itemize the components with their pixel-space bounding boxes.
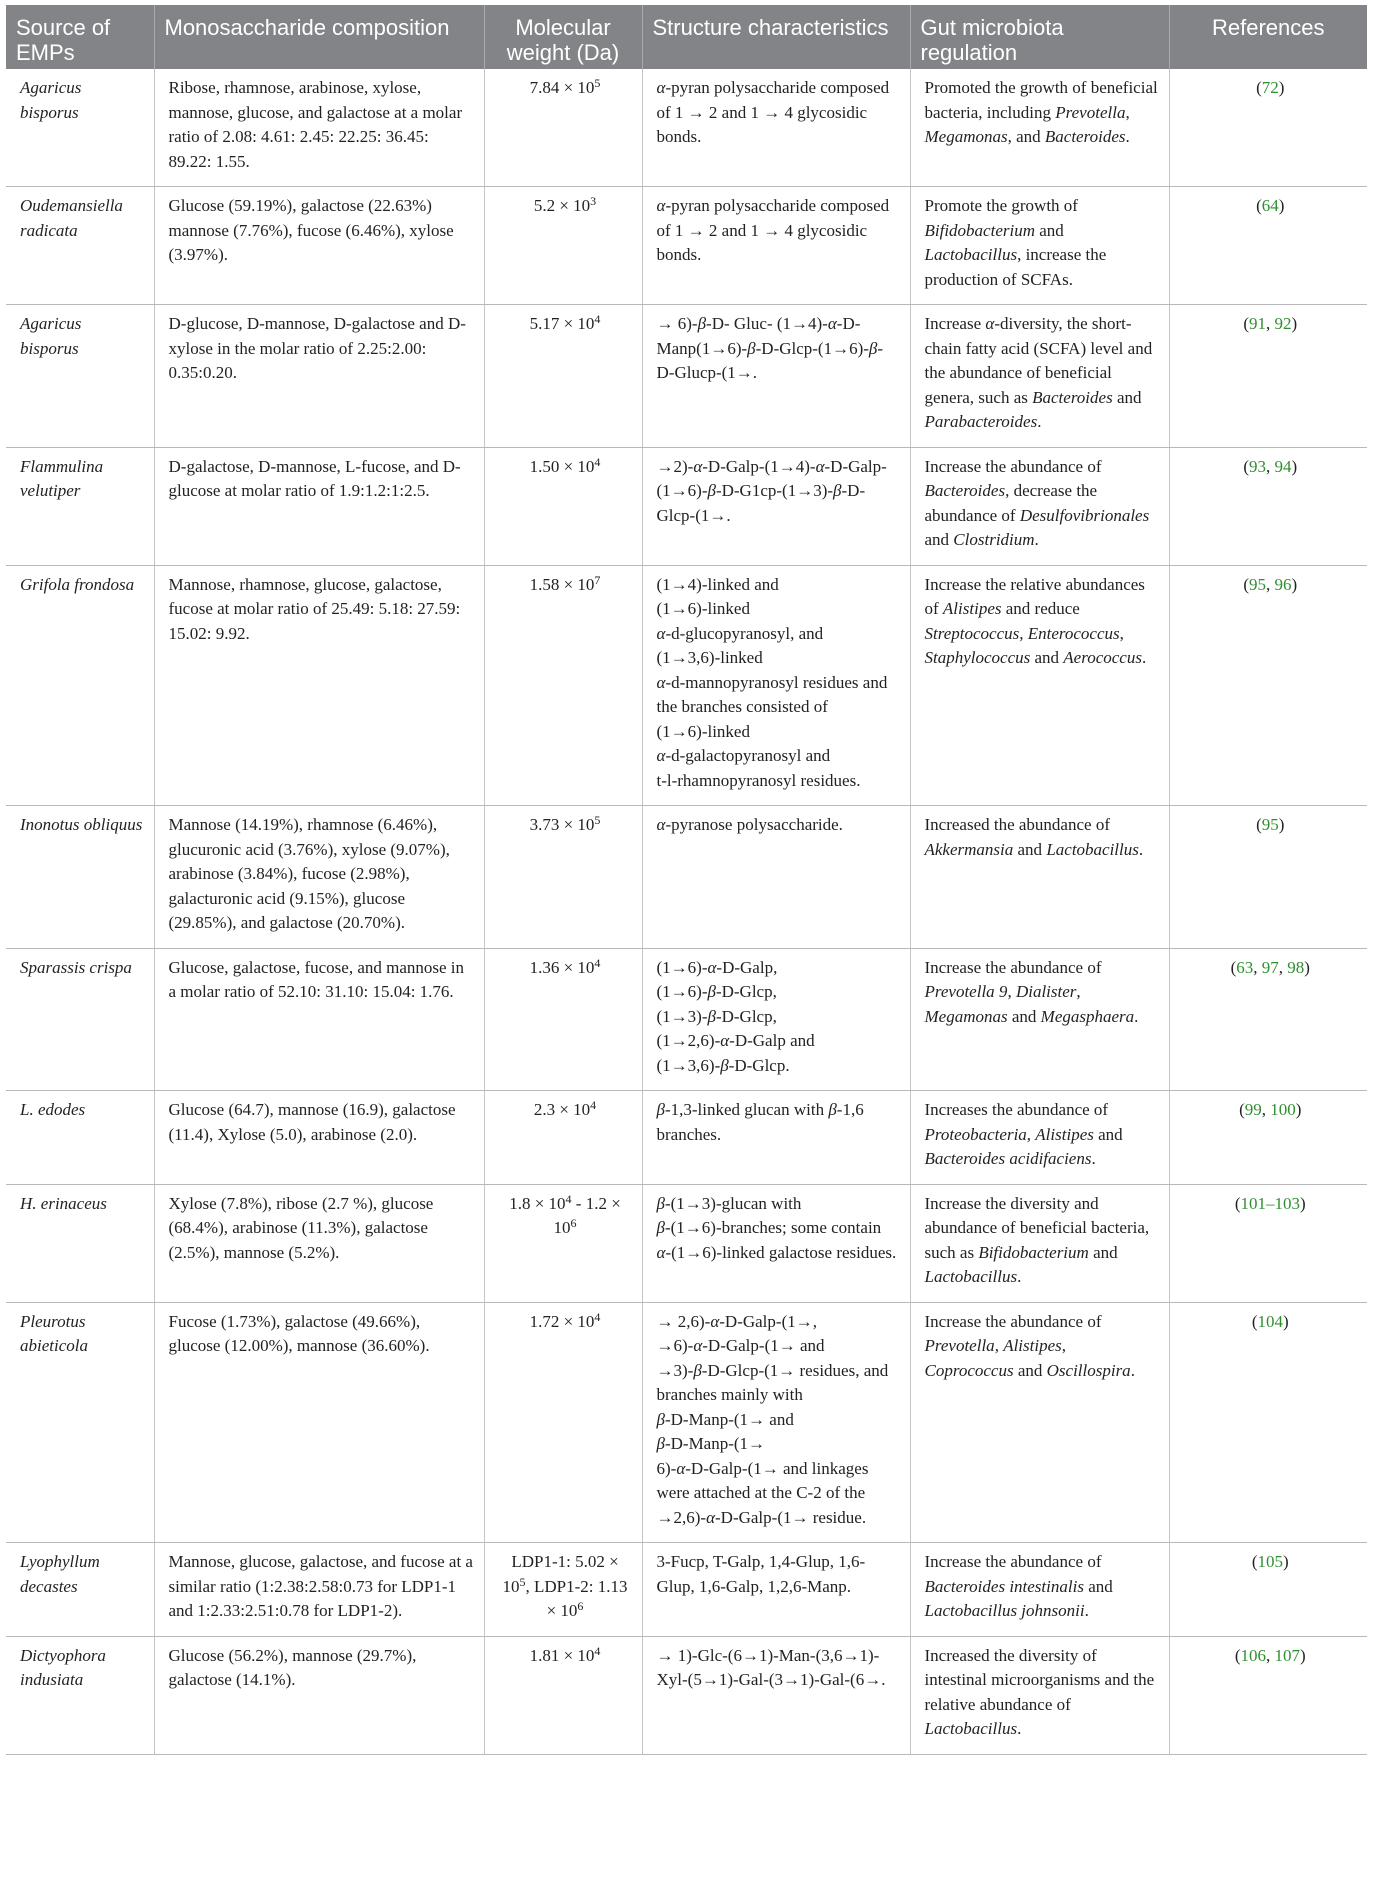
structure-cell: 3-Fucp, T-Galp, 1,4-Glup, 1,6-Glup, 1,6-Galp, 1,2,6-Manp. [642, 1543, 910, 1637]
references-cell: (106, 107) [1169, 1636, 1367, 1754]
structure-cell: → 1)-Glc-(6→1)-Man-(3,6→1)-Xyl-(5→1)-Gal-(3→1)-Gal-(6→. [642, 1636, 910, 1754]
reference-link[interactable]: 95 [1261, 815, 1279, 834]
reference-link[interactable]: 63 [1236, 957, 1254, 977]
molecular-weight-cell: $5.2 \times 10^3$ [484, 187, 642, 305]
structure-cell: β-(1→3)-glucan with β-(1→6)-branches; some contain α-(1→6)-linked galactose residues. [642, 1184, 910, 1302]
gut-regulation-cell: Increased the abundance of Akkermansia and Lactobacillus. [910, 806, 1169, 949]
references-cell: (105) [1169, 1543, 1367, 1637]
references-cell: (93, 94) [1169, 447, 1367, 565]
monosaccharide-cell: Mannose, rhamnose, glucose, galactose, fucose at molar ratio of 25.49: 5.18: 27.59: 15.02: 9.92. [154, 565, 484, 806]
table-row [6, 806, 1367, 949]
source-cell: L. edodes [6, 1091, 154, 1185]
table-body [6, 69, 1367, 1754]
gut-regulation-cell: Increases the abundance of Proteobacteria, Alistipes and Bacteroides acidifaciens. [910, 1091, 1169, 1185]
source-cell: Agaricus bisporus [6, 305, 154, 448]
monosaccharide-cell: Glucose (59.19%), galactose (22.63%) mannose (7.76%), fucose (6.46%), xylose (3.97%). [154, 187, 484, 305]
source-cell: Inonotus obliquus [6, 806, 154, 949]
gut-regulation-cell: Increased the diversity of intestinal microorganisms and the relative abundance of Lactobacillus. [910, 1636, 1169, 1754]
molecular-weight-cell: $3.73 \times 10^5$ [484, 806, 642, 949]
molecular-weight-cell: $1.8 \times 10^4 - 1.2 \times 10^6$ [484, 1184, 642, 1302]
header-references: References [1169, 5, 1367, 69]
gut-regulation-cell: Increase α-diversity, the short-chain fatty acid (SCFA) level and the abundance of beneficial genera, such as Bacteroides and Parabacteroides. [910, 305, 1169, 448]
reference-link[interactable]: 64 [1261, 196, 1279, 215]
source-cell: Pleurotus abieticola [6, 1302, 154, 1543]
reference-link[interactable]: 72 [1261, 78, 1279, 97]
reference-link[interactable]: 92 [1274, 314, 1292, 333]
source-cell: Lyophyllum decastes [6, 1543, 154, 1637]
references-cell: (72) [1169, 69, 1367, 187]
monosaccharide-cell: Ribose, rhamnose, arabinose, xylose, mannose, glucose, and galactose at a molar ratio of 2.08: 4.61: 2.45: 22.25: 36.45: 89.22: 1.55. [154, 69, 484, 187]
gut-regulation-cell: Promote the growth of Bifidobacterium and Lactobacillus, increase the production of SCFAs. [910, 187, 1169, 305]
structure-cell: → 2,6)-α-D-Galp-(1→, →6)-α-D-Galp-(1→ and →3)-β-D-Glcp-(1→ residues, and branches mainly with β-D-Manp-(1→ and β-D-Manp-(1→ 6)-α-D-Galp-(1→ and linkages were attached at the C-2 of the →2,6)-α-D-Galp-(1→ residue. [642, 1302, 910, 1543]
table-row [6, 1543, 1367, 1637]
reference-link[interactable]: 104 [1257, 1311, 1283, 1331]
table-row [6, 565, 1367, 806]
references-cell: (64) [1169, 187, 1367, 305]
gut-regulation-cell: Increase the abundance of Prevotella, Alistipes, Coprococcus and Oscillospira. [910, 1302, 1169, 1543]
table-row [6, 948, 1367, 1091]
monosaccharide-cell: Mannose (14.19%), rhamnose (6.46%), glucuronic acid (3.76%), xylose (9.07%), arabinose (3.84%), fucose (2.98%), galacturonic acid (9.15%), glucose (29.85%), and galactose (20.70%). [154, 806, 484, 949]
monosaccharide-cell: Fucose (1.73%), galactose (49.66%), glucose (12.00%), mannose (36.60%). [154, 1302, 484, 1543]
molecular-weight-cell: $1.72 \times 10^4$ [484, 1302, 642, 1543]
structure-cell: α-pyran polysaccharide composed of 1 → 2 and 1 → 4 glycosidic bonds. [642, 69, 910, 187]
source-cell: Oudemansiella radicata [6, 187, 154, 305]
molecular-weight-cell: $1.50 \times 10^4$ [484, 447, 642, 565]
header-molecular-weight: Molecular weight (Da) [484, 5, 642, 69]
structure-cell: → 6)-β-D- Gluc- (1→4)-α-D-Manp(1→6)-β-D-Glcp-(1→6)-β-D-Glucp-(1→. [642, 305, 910, 448]
monosaccharide-cell: D-glucose, D-mannose, D-galactose and D-xylose in the molar ratio of 2.25:2.00: 0.35:0.20. [154, 305, 484, 448]
table-row [6, 187, 1367, 305]
reference-link[interactable]: 99 [1244, 1100, 1262, 1119]
source-cell: Flammulina velutiper [6, 447, 154, 565]
monosaccharide-cell: Mannose, glucose, galactose, and fucose at a similar ratio (1:2.38:2.58:0.73 for LDP1-1 and 1:2.33:2.51:0.78 for LDP1-2). [154, 1543, 484, 1637]
molecular-weight-cell: $1.81 \times 10^4$ [484, 1636, 642, 1754]
reference-link[interactable]: 97 [1261, 957, 1279, 977]
emp-table [6, 5, 1367, 1755]
references-cell: (95) [1169, 806, 1367, 949]
references-cell: (91, 92) [1169, 305, 1367, 448]
table-row [6, 1302, 1367, 1543]
header-row [6, 5, 1367, 69]
structure-cell: β-1,3-linked glucan with β-1,6 branches. [642, 1091, 910, 1185]
table-row [6, 1636, 1367, 1754]
table-row [6, 447, 1367, 565]
source-cell: Sparassis crispa [6, 948, 154, 1091]
molecular-weight-cell: $5.17 \times 10^4$ [484, 305, 642, 448]
references-cell: (99, 100) [1169, 1091, 1367, 1185]
reference-link[interactable]: 96 [1274, 574, 1292, 594]
reference-link[interactable]: 94 [1274, 456, 1292, 476]
reference-link[interactable]: 101–103 [1240, 1193, 1300, 1213]
table-row [6, 69, 1367, 187]
reference-link[interactable]: 106 [1240, 1645, 1266, 1665]
references-cell: (101–103) [1169, 1184, 1367, 1302]
molecular-weight-cell: LDP1-1: $5.02 \times 10^5$, LDP1-2: $1.13 \times 10^6$ [484, 1543, 642, 1637]
reference-link[interactable]: 93 [1249, 456, 1266, 476]
molecular-weight-cell: $7.84 \times 10^5$ [484, 69, 642, 187]
header-gut-regulation: Gut microbiota regulation [910, 5, 1169, 69]
source-cell: H. erinaceus [6, 1184, 154, 1302]
reference-link[interactable]: 98 [1287, 957, 1305, 977]
reference-link[interactable]: 105 [1257, 1552, 1283, 1571]
monosaccharide-cell: Glucose (56.2%), mannose (29.7%), galactose (14.1%). [154, 1636, 484, 1754]
table-row [6, 1184, 1367, 1302]
monosaccharide-cell: Xylose (7.8%), ribose (2.7 %), glucose (68.4%), arabinose (11.3%), galactose (2.5%), mannose (5.2%). [154, 1184, 484, 1302]
gut-regulation-cell: Increase the diversity and abundance of beneficial bacteria, such as Bifidobacterium and Lactobacillus. [910, 1184, 1169, 1302]
source-cell: Dictyophora indusiata [6, 1636, 154, 1754]
structure-cell: →2)-α-D-Galp-(1→4)-α-D-Galp-(1→6)-β-D-G1cp-(1→3)-β-D-Glcp-(1→. [642, 447, 910, 565]
gut-regulation-cell: Increase the abundance of Bacteroides intestinalis and Lactobacillus johnsonii. [910, 1543, 1169, 1637]
monosaccharide-cell: Glucose (64.7), mannose (16.9), galactose (11.4), Xylose (5.0), arabinose (2.0). [154, 1091, 484, 1185]
molecular-weight-cell: $1.58 \times 10^7$ [484, 565, 642, 806]
gut-regulation-cell: Promoted the growth of beneficial bacteria, including Prevotella, Megamonas, and Bacteroides. [910, 69, 1169, 187]
reference-link[interactable]: 91 [1249, 314, 1266, 333]
table-row [6, 1091, 1367, 1185]
gut-regulation-cell: Increase the relative abundances of Alistipes and reduce Streptococcus, Enterococcus, Staphylococcus and Aerococcus. [910, 565, 1169, 806]
references-cell: (104) [1169, 1302, 1367, 1543]
header-source: Source of EMPs [6, 5, 154, 69]
table-header [6, 5, 1367, 69]
molecular-weight-cell: $1.36 \times 10^4$ [484, 948, 642, 1091]
monosaccharide-cell: Glucose, galactose, fucose, and mannose in a molar ratio of 52.10: 31.10: 15.04: 1.76. [154, 948, 484, 1091]
monosaccharide-cell: D-galactose, D-mannose, L-fucose, and D-glucose at molar ratio of 1.9:1.2:1:2.5. [154, 447, 484, 565]
structure-cell: α-pyranose polysaccharide. [642, 806, 910, 949]
reference-link[interactable]: 100 [1270, 1100, 1296, 1119]
reference-link[interactable]: 95 [1249, 574, 1266, 594]
table-row [6, 305, 1367, 448]
structure-cell: (1→4)-linked and (1→6)-linked α-d-glucopyranosyl, and (1→3,6)-linked α-d-mannopyranosyl residues and the branches consisted of (1→6)-linked α-d-galactopyranosyl and t-l-rhamnopyranosyl residues. [642, 565, 910, 806]
header-monosaccharide: Monosaccharide composition [154, 5, 484, 69]
reference-link[interactable]: 107 [1274, 1645, 1300, 1665]
molecular-weight-cell: $2.3 \times 10^4$ [484, 1091, 642, 1185]
references-cell: (63, 97, 98) [1169, 948, 1367, 1091]
references-cell: (95, 96) [1169, 565, 1367, 806]
structure-cell: (1→6)-α-D-Galp, (1→6)-β-D-Glcp, (1→3)-β-D-Glcp, (1→2,6)-α-D-Galp and (1→3,6)-β-D-Glcp. [642, 948, 910, 1091]
source-cell: Grifola frondosa [6, 565, 154, 806]
gut-regulation-cell: Increase the abundance of Bacteroides, decrease the abundance of Desulfovibrionales and Clostridium. [910, 447, 1169, 565]
structure-cell: α-pyran polysaccharide composed of 1 → 2 and 1 → 4 glycosidic bonds. [642, 187, 910, 305]
gut-regulation-cell: Increase the abundance of Prevotella 9, Dialister, Megamonas and Megasphaera. [910, 948, 1169, 1091]
source-cell: Agaricus bisporus [6, 69, 154, 187]
header-structure: Structure characteristics [642, 5, 910, 69]
